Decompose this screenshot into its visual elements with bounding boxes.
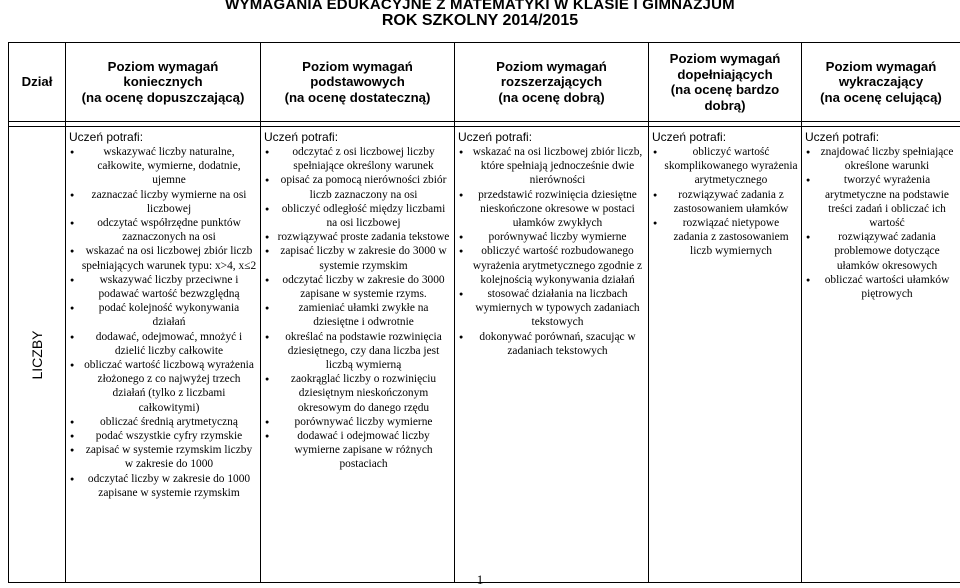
requirement-text: ● obliczać wartość liczbową wyrażenia złożonego z co najwyżej trzech działań (tylko z liczbami całkowitymi)	[84, 359, 254, 414]
requirement-item	[69, 472, 257, 500]
requirement-item	[69, 273, 257, 301]
requirement-item	[652, 145, 798, 188]
requirements-list-1	[69, 145, 257, 500]
requirement-text: ● wskazywać liczby naturalne, całkowite, wymierne, dodatnie, ujemne	[97, 146, 241, 187]
requirement-text: ● zamieniać ułamki zwykłe na dziesiętne i odwrotnie	[298, 302, 429, 329]
requirement-item	[264, 173, 451, 201]
requirements-cell-2	[261, 127, 455, 583]
student-label: Uczeń potrafi:	[805, 130, 880, 144]
requirement-item	[69, 145, 257, 188]
requirement-item	[69, 188, 257, 216]
requirement-item	[69, 358, 257, 415]
requirement-text: ● podać kolejność wykonywania działań	[98, 302, 240, 329]
student-label: Uczeń potrafi:	[69, 130, 144, 144]
document-title: WYMAGANIA EDUKACYJNE Z MATEMATYKI W KLASIE I GIMNAZJUM	[225, 0, 735, 13]
requirement-item	[458, 330, 645, 358]
header-level-5: Poziom wymagań wykraczający (na ocenę celującą)	[802, 43, 960, 122]
section-label: LICZBY	[29, 329, 45, 380]
requirement-item	[805, 230, 957, 273]
requirement-item	[805, 173, 957, 230]
requirement-item	[69, 429, 257, 443]
requirement-item	[264, 230, 451, 244]
requirements-list-5	[805, 145, 957, 301]
requirements-table	[8, 42, 960, 583]
requirement-text: ● tworzyć wyrażenia arytmetyczne na podstawie treści zadań i obliczać ich wartość	[825, 174, 949, 230]
requirement-item	[264, 244, 451, 272]
student-label: Uczeń potrafi:	[458, 130, 533, 144]
requirement-text: ● znajdować liczby spełniające określone warunki	[820, 146, 954, 173]
requirement-item	[458, 287, 645, 330]
requirement-text: ● dodawać i odejmować liczby wymierne zapisane w różnych postaciach	[294, 430, 433, 471]
requirement-text: ● rozwiązywać zadania problemowe dotyczące ułamków okresowych	[834, 231, 940, 272]
requirement-item	[264, 301, 451, 329]
requirement-item	[264, 145, 451, 173]
requirement-text: ● stosować działania na liczbach wymiernych w typowych zadaniach tekstowych	[475, 288, 640, 329]
requirement-text: ● dokonywać porównań, szacując w zadaniach tekstowych	[479, 330, 636, 357]
requirement-item	[805, 273, 957, 301]
student-label: Uczeń potrafi:	[652, 130, 727, 144]
requirement-text: ● odczytać współrzędne punktów zaznaczonych na osi	[97, 217, 241, 244]
requirement-item	[458, 188, 645, 231]
requirement-text: ● określać na podstawie rozwinięcia dziesiętnego, czy dana liczba jest liczbą wymierną	[285, 330, 442, 372]
requirement-item	[264, 330, 451, 373]
header-dzial: Dział	[9, 43, 66, 122]
requirement-item	[458, 145, 645, 188]
requirement-item	[652, 188, 798, 216]
page-number: 1	[476, 572, 484, 587]
requirement-item	[805, 145, 957, 173]
requirement-text: ● porównywać liczby wymierne	[488, 231, 627, 244]
requirements-list-2	[264, 145, 451, 472]
requirement-text: ● odczytać z osi liczbowej liczby spełniające określony warunek	[292, 146, 435, 173]
requirement-text: ● obliczyć odległość między liczbami na osi liczbowej	[281, 202, 446, 230]
requirement-text: ● obliczyć wartość rozbudowanego wyrażenia arytmetycznego zgodnie z kolejnością wykonywania działań	[472, 245, 643, 286]
requirements-list-4	[652, 145, 798, 259]
requirement-text: ● zapisać w systemie rzymskim liczby w zakresie do 1000	[85, 444, 253, 471]
requirement-item	[264, 429, 451, 472]
header-level-1: Poziom wymagań koniecznych (na ocenę dopuszczającą)	[66, 43, 261, 122]
requirement-text: ● opisać za pomocą nierówności zbiór liczb zaznaczony na osi	[280, 174, 447, 201]
requirement-text: ● porównywać liczby wymierne	[294, 415, 433, 428]
requirement-text: ● dodawać, odejmować, mnożyć i dzielić liczby całkowite	[95, 330, 243, 357]
header-level-2: Poziom wymagań podstawowych (na ocenę dostateczną)	[261, 43, 455, 122]
requirements-list-3	[458, 145, 645, 358]
requirement-item	[69, 330, 257, 358]
requirement-item	[264, 202, 451, 230]
requirement-text: ● wskazywać liczby przeciwne i podawać wartość bezwzględną	[98, 273, 240, 301]
student-label: Uczeń potrafi:	[264, 130, 339, 144]
requirement-text: ● zaokrąglać liczby o rozwinięciu dziesiętnym nieskończonym okresowym do danego rzędu	[290, 373, 437, 414]
requirement-text: ● rozwiązać nietypowe zadania z zastosowaniem liczb wymiernych	[673, 217, 789, 258]
requirement-item	[652, 216, 798, 259]
requirement-item	[458, 244, 645, 287]
header-row	[9, 43, 960, 122]
requirement-text: ● zaznaczać liczby wymierne na osi liczbowej	[91, 188, 247, 215]
requirement-item	[264, 273, 451, 301]
school-year: ROK SZKOLNY 2014/2015	[381, 12, 579, 29]
requirement-text: ● rozwiązywać proste zadania tekstowe	[277, 231, 450, 244]
requirements-cell-5	[802, 127, 960, 583]
requirement-item	[69, 415, 257, 429]
header-level-3: Poziom wymagań rozszerzających (na ocenę dobrą)	[455, 43, 649, 122]
requirement-text: ● odczytać liczby w zakresie do 1000 zapisane w systemie rzymskim	[87, 472, 251, 499]
requirement-item	[69, 216, 257, 244]
requirements-cell-3	[455, 127, 649, 583]
requirement-text: ● przedstawić rozwinięcia dziesiętne nieskończone okresowe w postaci ułamków zwykłych	[478, 188, 637, 230]
requirement-item	[264, 415, 451, 429]
requirement-item	[69, 443, 257, 471]
requirement-item	[69, 301, 257, 329]
requirements-cell-4	[649, 127, 802, 583]
requirement-text: ● wskazać na osi liczbowej zbiór liczb, które spełniają jednocześnie dwie nierówności	[472, 146, 643, 187]
requirement-item	[69, 244, 257, 272]
requirement-text: ● odczytać liczby w zakresie do 3000 zapisane w systemie rzyms.	[282, 273, 445, 301]
requirement-text: ● zapisać liczby w zakresie do 3000 w systemie rzymskim	[280, 245, 447, 272]
requirement-text: ● obliczyć wartość skomplikowanego wyrażenia arytmetycznego	[664, 146, 798, 187]
section-row-liczby	[9, 127, 960, 583]
requirement-text: ● podać wszystkie cyfry rzymskie	[95, 430, 243, 443]
header-level-4: Poziom wymagań dopełniających (na ocenę bardzo dobrą)	[649, 43, 802, 122]
requirement-text: ● obliczać średnią arytmetyczną	[100, 415, 238, 428]
requirements-cell-1	[66, 127, 261, 583]
requirement-text: ● obliczać wartości ułamków piętrowych	[824, 273, 950, 301]
requirement-text: ● rozwiązywać zadania z zastosowaniem ułamków	[673, 188, 789, 215]
section-cell	[9, 127, 66, 583]
requirement-text: ● wskazać na osi liczbowej zbiór liczb spełniających warunek typu: x>4, x≤2	[81, 245, 257, 272]
requirement-item	[458, 230, 645, 244]
requirement-item	[264, 372, 451, 415]
